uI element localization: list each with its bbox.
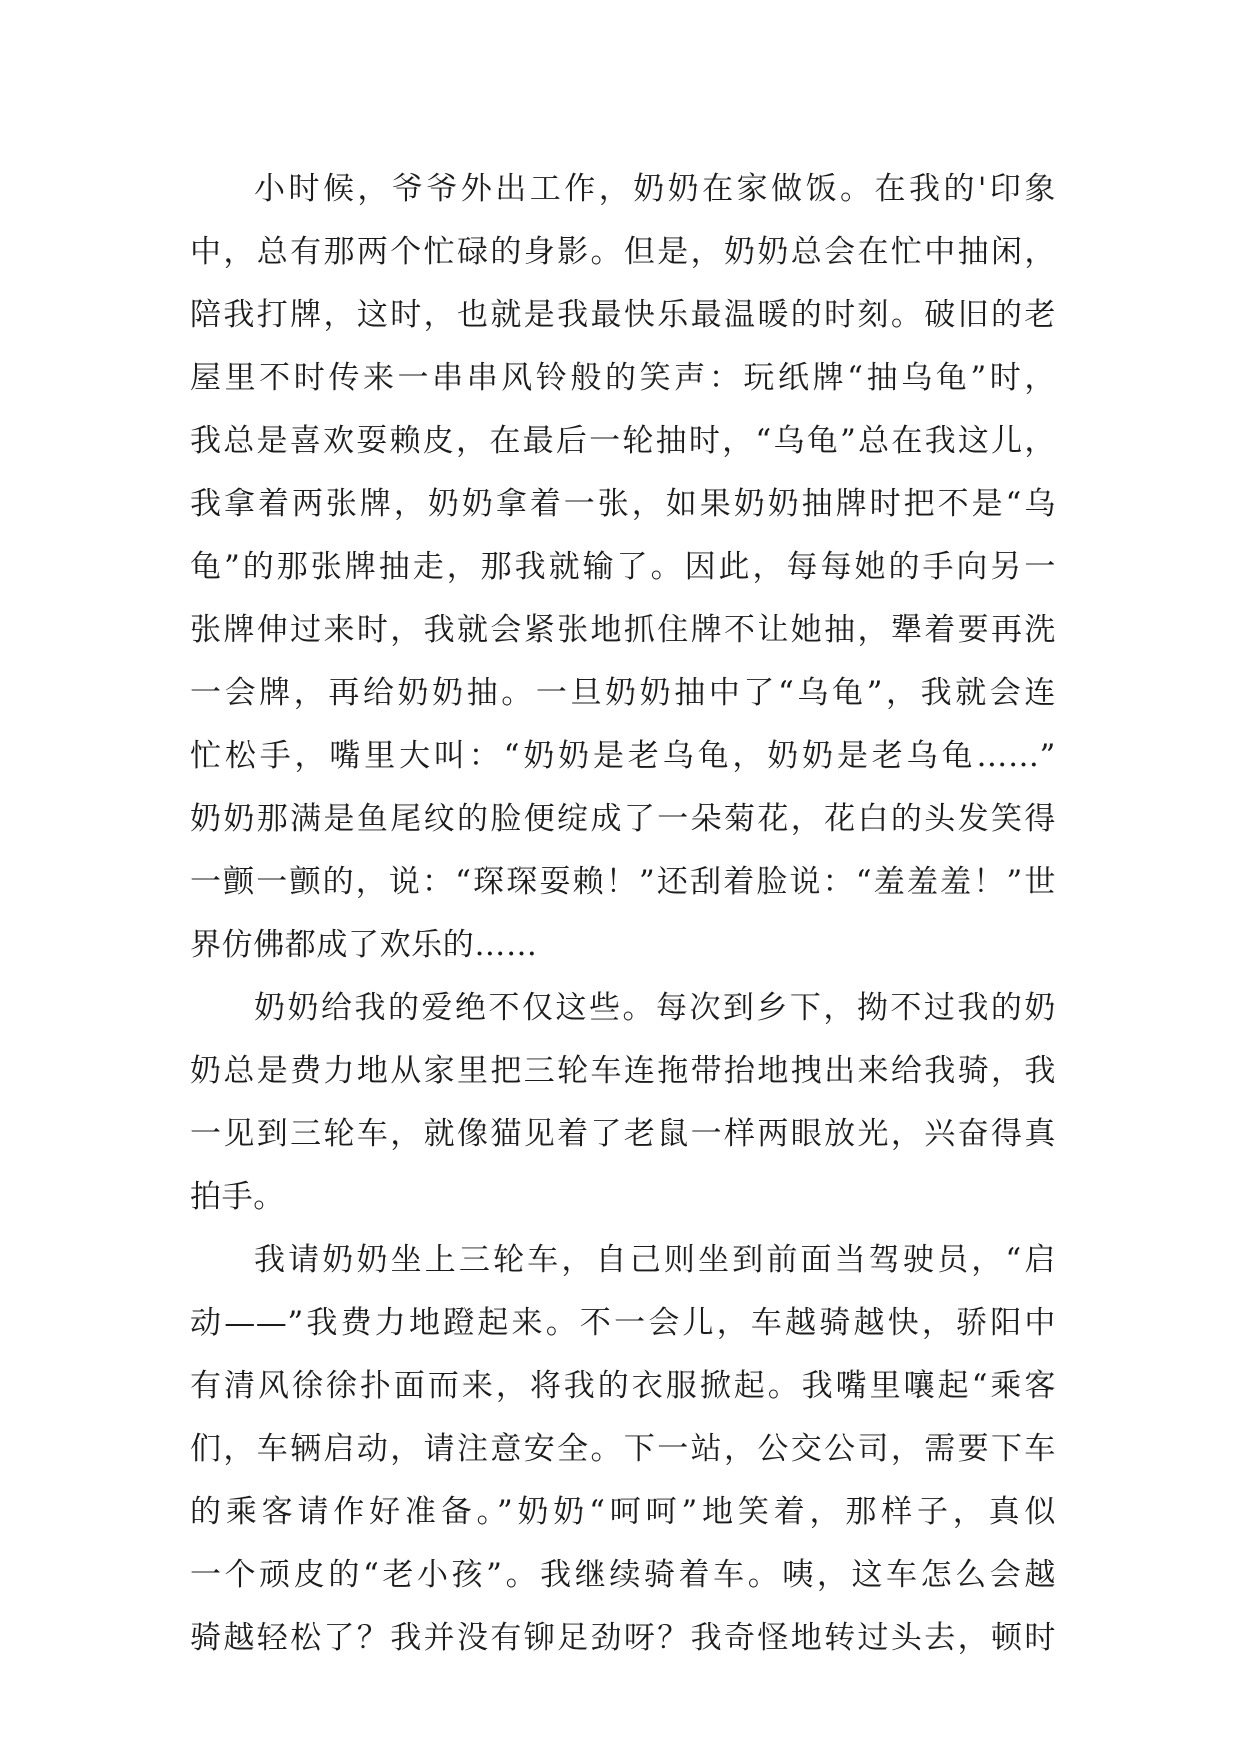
paragraph-line: 界仿佛都成了欢乐的…… (190, 927, 538, 963)
paragraph-line: 忙松手，嘴里大叫：“奶奶是老乌龟，奶奶是老乌龟……” (190, 738, 1056, 774)
paragraph-line: 我拿着两张牌，奶奶拿着一张，如果奶奶抽牌时把不是“乌 (190, 486, 1056, 522)
paragraph-line: 我总是喜欢耍赖皮，在最后一轮抽时，“乌龟”总在我这儿， (190, 423, 1056, 459)
paragraph-line: 动——”我费力地蹬起来。不一会儿，车越骑越快，骄阳中 (190, 1305, 1056, 1341)
paragraph-line: 一个顽皮的“老小孩”。我继续骑着车。咦，这车怎么会越 (190, 1557, 1056, 1593)
text-body (190, 158, 1056, 1670)
paragraph-line: 奶奶那满是鱼尾纹的脸便绽成了一朵菊花，花白的头发笑得 (190, 801, 1056, 837)
paragraph-line: 中，总有那两个忙碌的身影。但是，奶奶总会在忙中抽闲， (190, 234, 1056, 270)
paragraph-line: 有清风徐徐扑面而来，将我的衣服掀起。我嘴里嚷起“乘客 (190, 1368, 1056, 1404)
paragraph-line: 陪我打牌，这时，也就是我最快乐最温暖的时刻。破旧的老 (190, 297, 1056, 333)
paragraph-line: 我请奶奶坐上三轮车，自己则坐到前面当驾驶员，“启 (254, 1242, 1056, 1278)
paragraph-line: 的乘客请作好准备。”奶奶“呵呵”地笑着，那样子，真似 (190, 1494, 1056, 1530)
paragraph-1 (190, 158, 1056, 977)
paragraph-3 (190, 1229, 1056, 1670)
paragraph-line: 张牌伸过来时，我就会紧张地抓住牌不让她抽，犟着要再洗 (190, 612, 1056, 648)
paragraph-line: 龟”的那张牌抽走，那我就输了。因此，每每她的手向另一 (190, 549, 1056, 585)
paragraph-line: 骑越轻松了？我并没有铆足劲呀？我奇怪地转过头去，顿时 (190, 1620, 1056, 1656)
paragraph-line: 奶总是费力地从家里把三轮车连拖带抬地拽出来给我骑，我 (190, 1053, 1056, 1089)
paragraph-2 (190, 977, 1056, 1229)
paragraph-line: 一颤一颤的，说：“琛琛耍赖！”还刮着脸说：“羞羞羞！”世 (190, 864, 1056, 900)
paragraph-line: 一会牌，再给奶奶抽。一旦奶奶抽中了“乌龟”，我就会连 (190, 675, 1056, 711)
paragraph-line: 拍手。 (190, 1179, 285, 1215)
paragraph-line: 小时候，爷爷外出工作，奶奶在家做饭。在我的'印象 (254, 171, 1056, 207)
paragraph-line: 屋里不时传来一串串风铃般的笑声：玩纸牌“抽乌龟”时， (190, 360, 1056, 396)
paragraph-line: 一见到三轮车，就像猫见着了老鼠一样两眼放光，兴奋得真 (190, 1116, 1056, 1152)
paragraph-line: 们，车辆启动，请注意安全。下一站，公交公司，需要下车 (190, 1431, 1056, 1467)
paragraph-line: 奶奶给我的爱绝不仅这些。每次到乡下，拗不过我的奶 (254, 990, 1056, 1026)
